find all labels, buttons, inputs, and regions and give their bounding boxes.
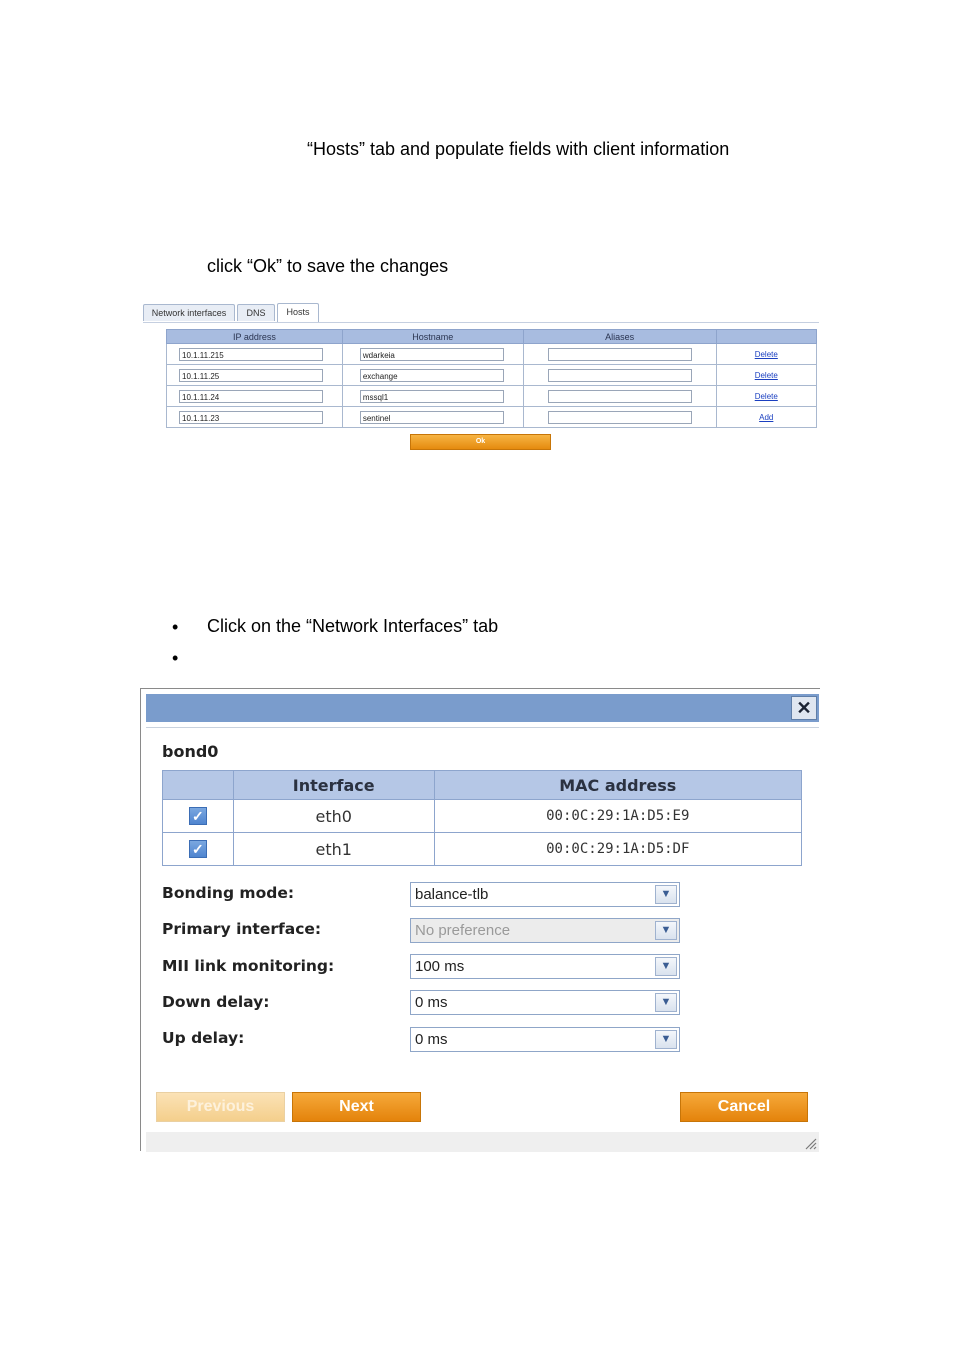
ip-field[interactable]: 10.1.11.23: [179, 411, 323, 424]
down-delay-select[interactable]: [410, 990, 680, 1015]
bonding-mode-select[interactable]: [410, 882, 680, 907]
previous-button: Previous: [156, 1092, 285, 1122]
next-button[interactable]: Next: [292, 1092, 421, 1122]
mii-link-monitoring-label: MII link monitoring:: [162, 957, 335, 975]
dialog-footer: [146, 1132, 819, 1152]
aliases-field[interactable]: [548, 348, 692, 361]
up-delay-select[interactable]: [410, 1027, 680, 1052]
column-header-interface: Interface: [233, 771, 434, 800]
aliases-field[interactable]: [548, 411, 692, 424]
column-header-aliases: Aliases: [523, 330, 716, 344]
tab-hosts[interactable]: Hosts: [277, 303, 319, 322]
tab-network-interfaces[interactable]: Network interfaces: [143, 304, 235, 321]
delete-link[interactable]: Delete: [754, 349, 778, 359]
ip-field[interactable]: 10.1.11.215: [179, 348, 323, 361]
bonding-mode-value: balance-tlb: [415, 886, 489, 903]
primary-interface-select: [410, 918, 680, 943]
mac-address: 00:0C:29:1A:D5:DF: [434, 833, 801, 866]
table-row: [167, 386, 817, 407]
bullet-marker: •: [172, 617, 179, 637]
interface-table-header: [163, 771, 802, 800]
instruction-hosts-tab: “Hosts” tab and populate fields with client information: [307, 139, 730, 159]
hostname-field[interactable]: sentinel: [360, 411, 504, 424]
bond-name: bond0: [162, 742, 219, 761]
ip-field[interactable]: 10.1.11.25: [179, 369, 323, 382]
resize-grip-icon[interactable]: [801, 1134, 817, 1150]
up-delay-value: 0 ms: [415, 1031, 448, 1048]
delete-link[interactable]: Delete: [754, 370, 778, 380]
down-delay-label: Down delay:: [162, 993, 270, 1011]
mii-link-monitoring-select[interactable]: [410, 954, 680, 979]
column-header-actions: [716, 330, 816, 344]
column-header-mac: MAC address: [434, 771, 801, 800]
table-row: [167, 344, 817, 365]
hosts-table-header: [167, 330, 817, 344]
instruction-network-interfaces: Click on the “Network Interfaces” tab: [207, 616, 499, 636]
ip-field[interactable]: 10.1.11.24: [179, 390, 323, 403]
table-row: [163, 800, 802, 833]
mii-link-monitoring-value: 100 ms: [415, 958, 465, 975]
bonding-mode-label: Bonding mode:: [162, 884, 295, 902]
tabs-divider: [143, 322, 819, 323]
ok-button[interactable]: Ok: [410, 434, 551, 450]
delete-link[interactable]: Delete: [754, 391, 778, 401]
close-icon[interactable]: ✕: [791, 696, 817, 720]
bullet-marker: •: [172, 648, 179, 668]
down-delay-value: 0 ms: [415, 994, 448, 1011]
interface-table: [162, 770, 802, 866]
chevron-down-icon[interactable]: ▼: [655, 885, 677, 904]
interface-name: eth0: [233, 800, 434, 833]
aliases-field[interactable]: [548, 390, 692, 403]
chevron-down-icon[interactable]: ▼: [655, 1030, 677, 1049]
checkbox-checked-icon[interactable]: ✓: [189, 807, 207, 825]
hostname-field[interactable]: mssql1: [360, 390, 504, 403]
hostname-field[interactable]: exchange: [360, 369, 504, 382]
column-header-ip: IP address: [167, 330, 343, 344]
dialog-title-bar: [146, 694, 819, 722]
interface-name: eth1: [233, 833, 434, 866]
instruction-click-ok: click “Ok” to save the changes: [207, 256, 449, 276]
primary-interface-label: Primary interface:: [162, 920, 322, 938]
table-row: [163, 833, 802, 866]
chevron-down-icon: ▼: [655, 921, 677, 940]
mac-address: 00:0C:29:1A:D5:E9: [434, 800, 801, 833]
hosts-table: [166, 329, 817, 428]
aliases-field[interactable]: [548, 369, 692, 382]
table-row: [167, 407, 817, 428]
primary-interface-value: No preference: [415, 922, 511, 939]
add-link[interactable]: Add: [759, 412, 774, 422]
column-header-hostname: Hostname: [342, 330, 523, 344]
cancel-button[interactable]: Cancel: [680, 1092, 808, 1122]
chevron-down-icon[interactable]: ▼: [655, 957, 677, 976]
chevron-down-icon[interactable]: ▼: [655, 993, 677, 1012]
column-header-select: [163, 771, 234, 800]
checkbox-checked-icon[interactable]: ✓: [189, 840, 207, 858]
up-delay-label: Up delay:: [162, 1029, 245, 1047]
hostname-field[interactable]: wdarkeia: [360, 348, 504, 361]
table-row: [167, 365, 817, 386]
tab-dns[interactable]: DNS: [237, 304, 275, 321]
